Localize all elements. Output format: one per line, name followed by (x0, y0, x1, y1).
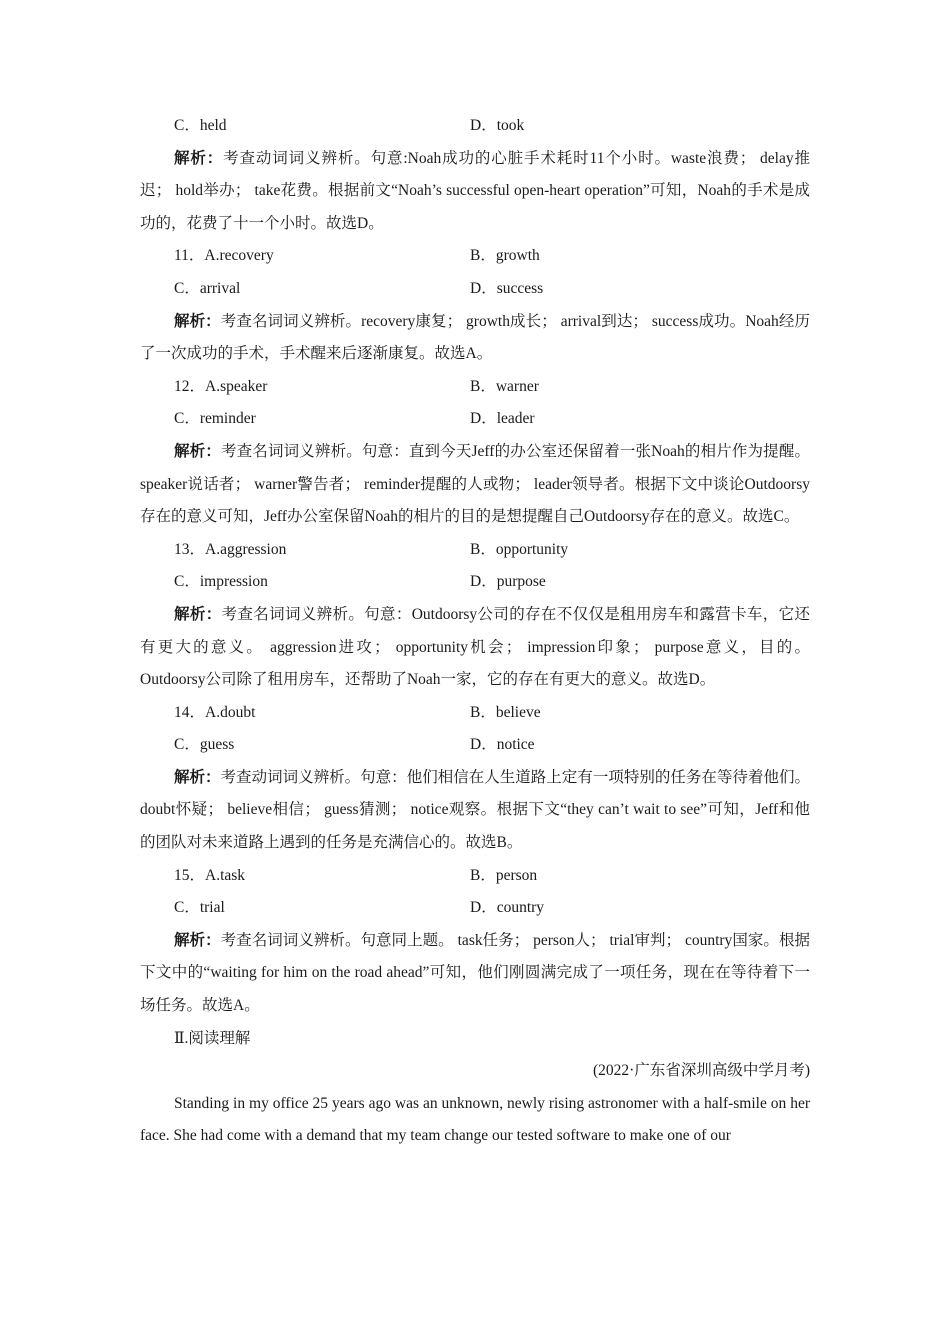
option-row (140, 371, 810, 404)
explanation (140, 762, 810, 860)
explanation-label: 解析： (174, 768, 221, 786)
option-row (140, 729, 810, 762)
option-c: C．trial (174, 899, 225, 917)
option-a: 15．A.task (174, 866, 246, 884)
option-row (140, 860, 810, 893)
option-a: 14．A.doubt (174, 703, 256, 721)
option-c: C．arrival (174, 279, 241, 297)
option-b: B．person (470, 866, 538, 884)
option-b: B．warner (470, 377, 539, 395)
explanation (140, 306, 810, 371)
source-citation: (2022·广东省深圳高级中学月考) (593, 1062, 810, 1080)
option-row (140, 273, 810, 306)
explanation-label: 解析： (174, 442, 221, 460)
option-c: C．reminder (174, 410, 256, 428)
option-b: B．opportunity (470, 540, 569, 558)
explanation-text: 考查名词词义辨析。句意：Outdoorsy公司的存在不仅仅是租用房车和露营卡车，它还有更大的意义。 aggression进攻； opportunity机会； impression印象； purpose意义，目的。Outdoorsy公司除了租用房车，还帮助了Noah一家，它的存在有更大的意义。故选D。 (140, 605, 810, 689)
option-c: C．guess (174, 736, 235, 754)
option-row (140, 892, 810, 925)
explanation-text: 考查名词词义辨析。句意同上题。 task任务； person人； trial审判； country国家。根据下文中的“waiting for him on the road ahead”可知，他们刚圆满完成了一项任务，现在在等待着下一场任务。故选A。 (140, 931, 810, 1015)
option-d: D．notice (470, 736, 535, 754)
option-b: B．growth (470, 247, 540, 265)
option-d: D．purpose (470, 573, 546, 591)
document-page (140, 110, 810, 1153)
explanation (140, 925, 810, 1023)
option-a: 12．A.speaker (174, 377, 268, 395)
explanation (140, 436, 810, 534)
option-a: 13．A.aggression (174, 540, 287, 558)
option-row (140, 403, 810, 436)
explanation-text: 考查动词词义辨析。句意:Noah成功的心脏手术耗时11个小时。waste浪费； delay推迟； hold举办； take花费。根据前文“Noah’s successful open-heart operation”可知，Noah的手术是成功的，花费了十一个小时。故选D。 (140, 149, 810, 232)
option-row (140, 110, 810, 143)
option-c: C．impression (174, 573, 268, 591)
explanation-text: 考查名词词义辨析。recovery康复； growth成长； arrival到达； success成功。Noah经历了一次成功的手术，手术醒来后逐渐康复。故选A。 (140, 312, 810, 363)
option-row (140, 534, 810, 567)
option-d: D．country (470, 899, 545, 917)
explanation (140, 143, 810, 241)
option-row (140, 697, 810, 730)
section-title: Ⅱ.阅读理解 (174, 1029, 251, 1047)
option-row (140, 566, 810, 599)
option-d: D．took (470, 117, 525, 134)
option-row (140, 240, 810, 273)
explanation-label: 解析： (174, 605, 222, 623)
explanation (140, 599, 810, 697)
explanation-text: 考查动词词义辨析。句意：他们相信在人生道路上定有一项特别的任务在等待着他们。doubt怀疑； believe相信； guess猜测； notice观察。根据下文“they can’t wait to see”可知，Jeff和他的团队对未来道路上遇到的任务是充满信心的。故选B。 (140, 768, 810, 852)
explanation-label: 解析： (174, 312, 221, 330)
option-d: D．success (470, 279, 544, 297)
option-d: D．leader (470, 410, 535, 428)
explanation-label: 解析： (174, 149, 224, 167)
reading-passage: Standing in my office 25 years ago was an unknown, newly rising astronomer with a half-smile on her face. She had come with a demand that my team change our tested software to make one of our (140, 1094, 810, 1145)
option-a: 11．A.recovery (174, 247, 274, 265)
option-b: B．believe (470, 703, 541, 721)
option-c: C．held (174, 117, 227, 134)
explanation-label: 解析： (174, 931, 221, 949)
explanation-text: 考查名词词义辨析。句意：直到今天Jeff的办公室还保留着一张Noah的相片作为提醒。 speaker说话者； warner警告者； reminder提醒的人或物； leader领导者。根据下文中谈论Outdoorsy存在的意义可知，Jeff办公室保留Noah的相片的目的是想提醒自己Outdoorsy存在的意义。故选C。 (140, 442, 810, 526)
